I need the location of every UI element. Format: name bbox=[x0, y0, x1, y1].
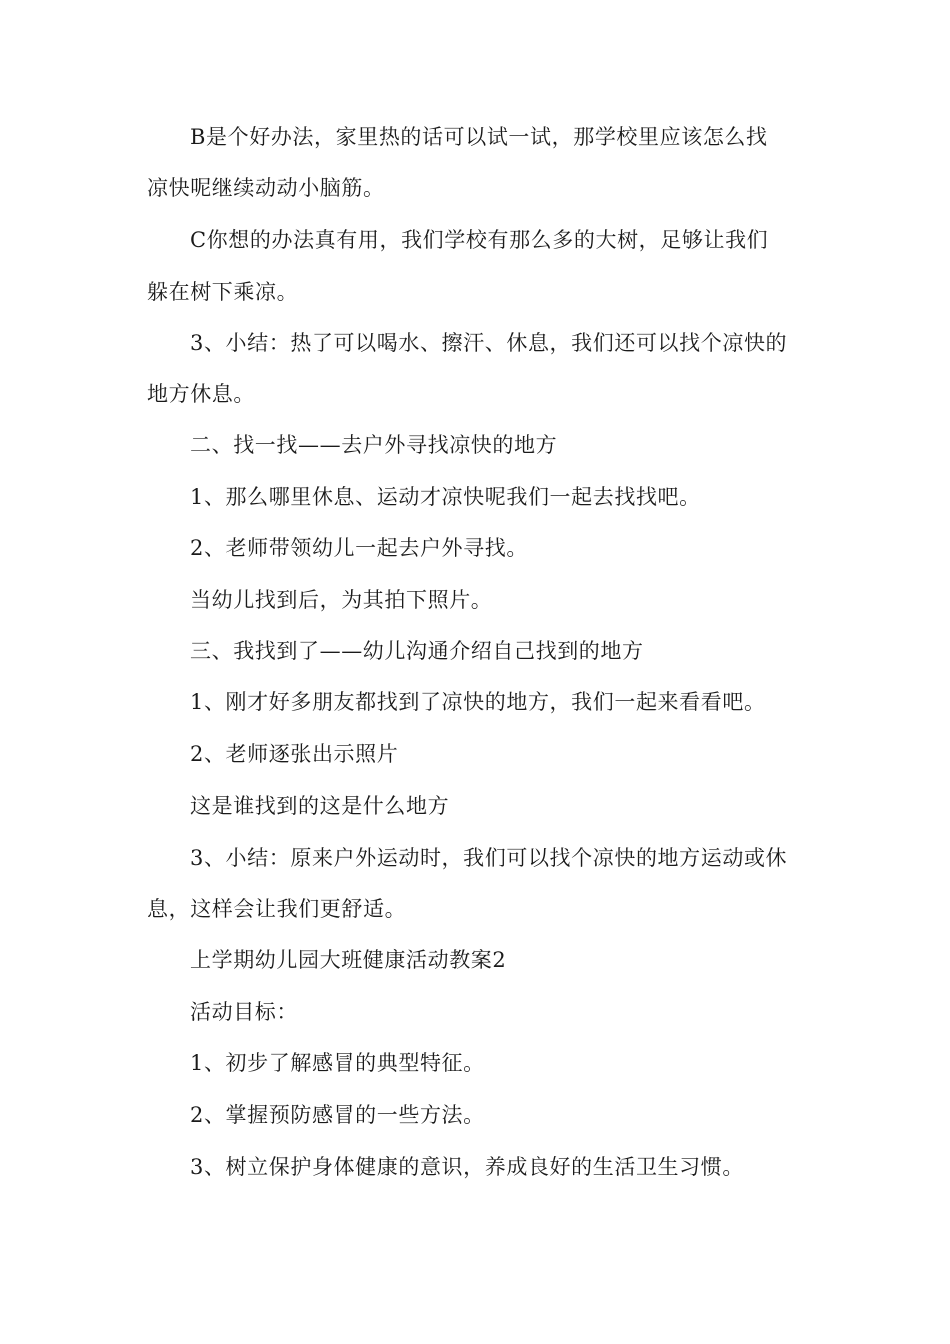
paragraph-line: B是个好办法，家里热的话可以试一试，那学校里应该怎么找 bbox=[190, 125, 768, 149]
list-item: 2、掌握预防感冒的一些方法。 bbox=[190, 1103, 485, 1127]
paragraph-line: 地方休息。 bbox=[147, 382, 255, 406]
paragraph-line: 息，这样会让我们更舒适。 bbox=[147, 897, 407, 921]
paragraph-line: 活动目标： bbox=[190, 1000, 298, 1024]
list-item: 3、树立保护身体健康的意识，养成良好的生活卫生习惯。 bbox=[190, 1155, 744, 1179]
paragraph-line: 2、老师逐张出示照片 bbox=[190, 742, 399, 766]
paragraph-line: 3、小结：原来户外运动时，我们可以找个凉快的地方运动或休 bbox=[190, 846, 788, 870]
paragraph-line: 2、老师带领幼儿一起去户外寻找。 bbox=[190, 536, 528, 560]
section-heading: 三、我找到了——幼儿沟通介绍自己找到的地方 bbox=[190, 639, 644, 663]
document-title: 上学期幼儿园大班健康活动教案2 bbox=[190, 948, 507, 972]
paragraph-line: 1、那么哪里休息、运动才凉快呢我们一起去找找吧。 bbox=[190, 485, 701, 509]
paragraph-line: 这是谁找到的这是什么地方 bbox=[190, 794, 450, 818]
paragraph-line: 3、小结：热了可以喝水、擦汗、休息，我们还可以找个凉快的 bbox=[190, 331, 788, 355]
paragraph-line: 凉快呢继续动动小脑筋。 bbox=[147, 176, 385, 200]
paragraph-line: C你想的办法真有用，我们学校有那么多的大树，足够让我们 bbox=[190, 228, 769, 252]
list-item: 1、初步了解感冒的典型特征。 bbox=[190, 1051, 485, 1075]
section-heading: 二、找一找——去户外寻找凉快的地方 bbox=[190, 433, 558, 457]
paragraph-line: 躲在树下乘凉。 bbox=[147, 280, 299, 304]
paragraph-line: 当幼儿找到后，为其拍下照片。 bbox=[190, 588, 493, 612]
paragraph-line: 1、刚才好多朋友都找到了凉快的地方，我们一起来看看吧。 bbox=[190, 690, 766, 714]
